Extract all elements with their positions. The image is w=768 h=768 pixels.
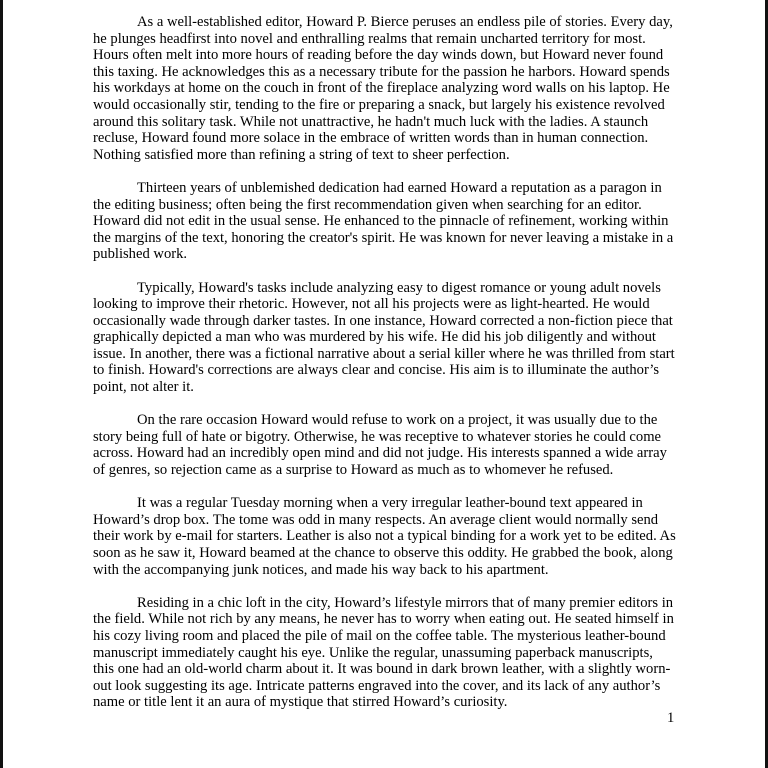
paragraph: As a well-established editor, Howard P. Bierce peruses an endless pile of stories. Every day, he plunges headfirst into novel and enthralling realms that remain uncharted territory for most. Hours often melt into more hours of reading before the day winds down, but Howard never found this taxing. He acknowledges this as a necessary tribute for the passion he harbors. Howard spends his workdays at home on the couch in front of the fireplace analyzing word walls on his laptop. He would occasionally stir, tending to the fire or preparing a snack, but largely his existence revolved around this solitary task. While not unattractive, he hadn't much luck with the ladies. A staunch recluse, Howard found more solace in the embrace of written words than in human connection. Nothing satisfied more than refining a string of text to sheer perfection. (93, 14, 673, 163)
paragraph: On the rare occasion Howard would refuse to work on a project, it was usually due to the story being full of hate or bigotry. Otherwise, he was receptive to whatever stories he could come across. Howard had an incredibly open mind and did not judge. His interests spanned a wide array of genres, so rejection came as a surprise to Howard as much as to whomever he refused. (93, 412, 667, 479)
paragraph: Residing in a chic loft in the city, Howard’s lifestyle mirrors that of many premier editors in the field. While not rich by any means, he never has to worry when eating out. He seated himself in his cozy living room and placed the pile of mail on the coffee table. The mysterious leather-bound manuscript immediately caught his eye. Unlike the regular, unassuming paperback manuscripts, this one had an old-world charm about it. It was bound in dark brown leather, with a slightly worn-out look suggesting its age. Intricate patterns engraved into the cover, and its lack of any author’s name or title lent it an aura of mystique that stirred Howard’s curiosity. (93, 594, 674, 711)
body-text (93, 14, 677, 728)
paragraph: Typically, Howard's tasks include analyzing easy to digest romance or young adult novels looking to improve their rhetoric. However, not all his projects were as light-hearted. He would occasionally wade through darker tastes. In one instance, Howard corrected a non-fiction piece that graphically depicted a man who was murdered by his wife. He did his job diligently and without issue. In another, there was a fictional narrative about a serial killer where he was thrilled from start to finish. Howard's corrections are always clear and concise. His aim is to illuminate the author’s point, not alter it. (93, 279, 675, 396)
paragraph: It was a regular Tuesday morning when a very irregular leather-bound text appeared in Howard’s drop box. The tome was odd in many respects. An average client would normally send their work by e-mail for starters. Leather is also not a typical binding for a work yet to be edited. As soon as he saw it, Howard beamed at the chance to observe this oddity. He grabbed the book, along with the accompanying junk notices, and made his way back to his apartment. (93, 495, 676, 578)
page-number: 1 (667, 710, 675, 726)
page-edge-left (0, 0, 3, 768)
paragraph: Thirteen years of unblemished dedication had earned Howard a reputation as a paragon in the editing business; often being the first recommendation given when searching for an editor. Howard did not edit in the usual sense. He enhanced to the pinnacle of refinement, working within the margins of the text, honoring the creator's spirit. He was known for never leaving a mistake in a published work. (93, 179, 674, 263)
